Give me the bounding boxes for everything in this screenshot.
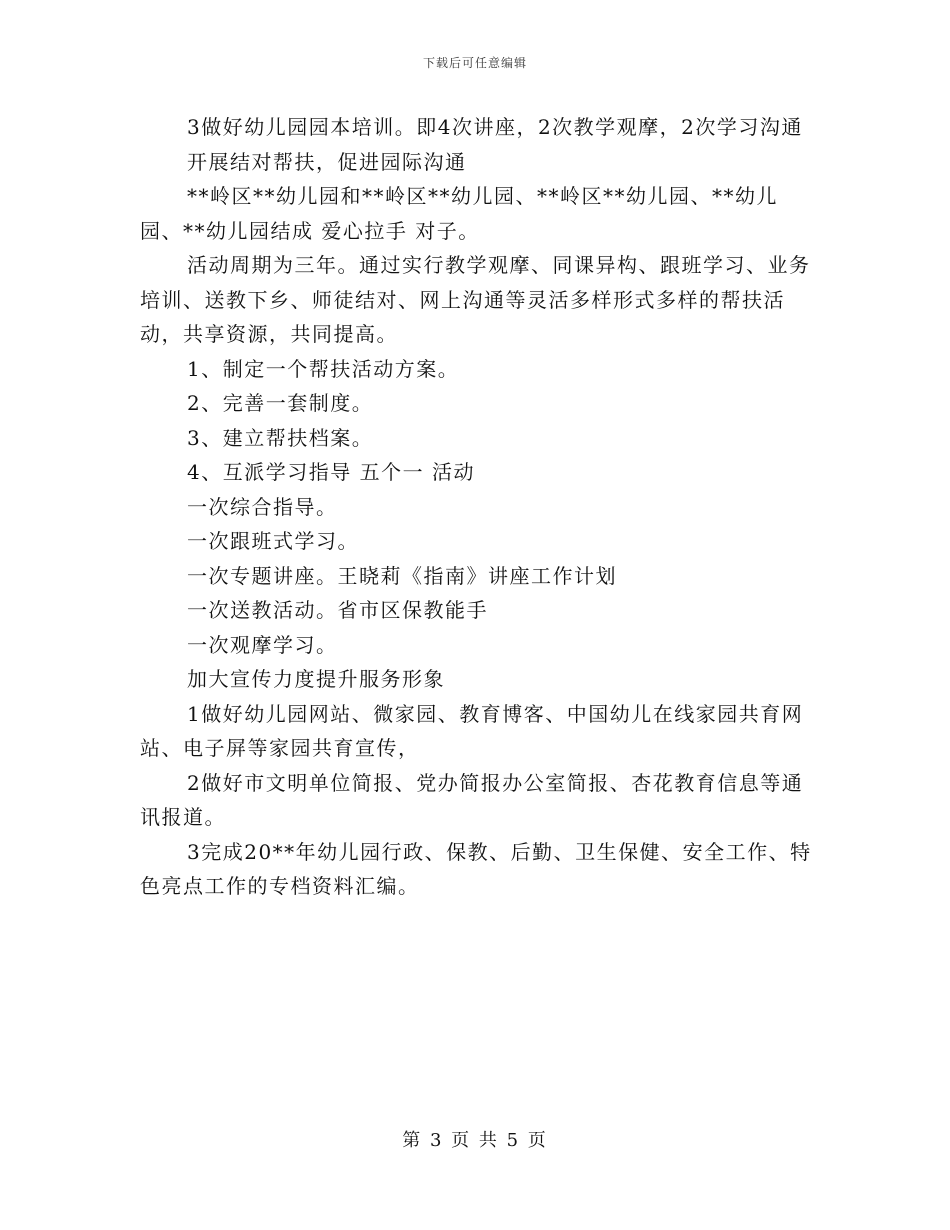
paragraph: 3做好幼儿园园本培训。即4次讲座，2次教学观摩，2次学习沟通 (187, 115, 803, 139)
paragraph: 一次送教活动。省市区保教能手 (187, 598, 488, 622)
paragraph: 1、制定一个帮扶活动方案。 (187, 356, 460, 381)
paragraph: 2、完善一套制度。 (187, 391, 374, 415)
paragraph: 3、建立帮扶档案。 (187, 425, 374, 450)
page-header: 下载后可任意编辑 (422, 56, 527, 70)
paragraph: 一次观摩学习。 (187, 632, 338, 657)
document-body (140, 110, 812, 904)
page-number-footer (0, 1126, 950, 1152)
paragraph: 一次综合指导。 (187, 494, 338, 519)
paragraph: 1做好幼儿园网站、微家园、教育博客、中国幼儿在线家园共育网站、电子屏等家园共育宣传， (140, 701, 804, 760)
paragraph: 活动周期为三年。通过实行教学观摩、同课异构、跟班学习、业务培训、送教下乡、师徒结对、网上沟通等灵活多样形式多样的帮扶活动，共享资源，共同提高。 (140, 253, 811, 346)
paragraph: 3完成20**年幼儿园行政、保教、后勤、卫生保健、安全工作、特色亮点工作的专档资料汇编。 (140, 839, 812, 898)
paragraph: 加大宣传力度提升服务形象 (187, 667, 445, 691)
paragraph: 2做好市文明单位简报、党办简报办公室简报、杏花教育信息等通讯报道。 (140, 770, 804, 829)
paragraph: **岭区**幼儿园和**岭区**幼儿园、**岭区**幼儿园、**幼儿园、**幼儿园结成 爱心拉手 对子。 (140, 184, 778, 243)
paragraph: 4、互派学习指导 五个一 活动 (187, 460, 475, 484)
page-number-text: 第 3 页 共 5 页 (402, 1130, 548, 1151)
paragraph: 开展结对帮扶，促进园际沟通 (187, 149, 467, 174)
paragraph: 一次专题讲座。王晓莉《指南》讲座工作计划 (187, 563, 617, 588)
paragraph: 一次跟班式学习。 (187, 529, 359, 553)
